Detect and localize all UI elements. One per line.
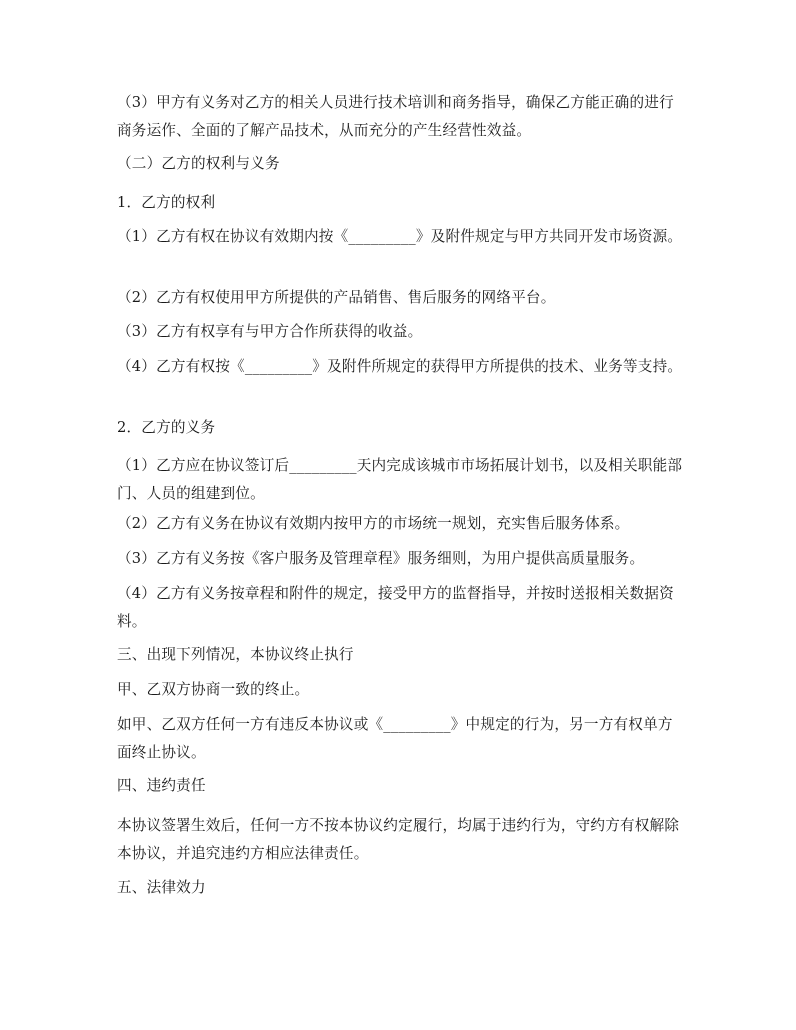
section-heading-party-b-rights-obligations: （二）乙方的权利与义务: [117, 155, 280, 172]
section-heading-termination: 三、出现下列情况，本协议终止执行: [117, 646, 354, 663]
paragraph-right-4: （4）乙方有权按《_________》及附件所规定的获得甲方所提供的技术、业务等支持。: [117, 358, 683, 375]
subsection-heading-party-b-rights: 1．乙方的权利: [117, 194, 216, 211]
section-heading-liability: 四、违约责任: [117, 777, 206, 794]
paragraph-obligation-1: （1）乙方应在协议签订后_________天内完成该城市市场拓展计划书，以及相关职能部门、人员的组建到位。: [117, 457, 683, 502]
paragraph-obligation-4: （4）乙方有义务按章程和附件的规定，接受甲方的监督指导，并按时送报相关数据资料。: [117, 585, 674, 630]
paragraph-liability: 本协议签署生效后，任何一方不按本协议约定履行，均属于违约行为，守约方有权解除本协议，并追究违约方相应法律责任。: [117, 817, 680, 862]
paragraph-right-1: （1）乙方有权在协议有效期内按《_________》及附件规定与甲方共同开发市场资源。: [117, 228, 683, 245]
paragraph-obligation-3: （3）乙方有义务按《客户服务及管理章程》服务细则，为用户提供高质量服务。: [117, 550, 645, 567]
paragraph-party-a-training-obligation: （3）甲方有义务对乙方的相关人员进行技术培训和商务指导，确保乙方能正确的进行商务运作、全面的了解产品技术，从而充分的产生经营性效益。: [117, 94, 674, 139]
section-heading-legal-effect: 五、法律效力: [117, 879, 206, 896]
paragraph-termination-1: 甲、乙双方协商一致的终止。: [117, 681, 310, 698]
paragraph-right-2: （2）乙方有权使用甲方所提供的产品销售、售后服务的网络平台。: [117, 289, 556, 306]
paragraph-right-3: （3）乙方有权享有与甲方合作所获得的收益。: [117, 323, 423, 340]
paragraph-termination-2: 如甲、乙双方任何一方有违反本协议或《_________》中规定的行为，另一方有权单方面终止协议。: [117, 716, 673, 761]
subsection-heading-party-b-obligations: 2．乙方的义务: [117, 419, 216, 436]
paragraph-obligation-2: （2）乙方有义务在协议有效期内按甲方的市场统一规划，充实售后服务体系。: [117, 515, 630, 532]
